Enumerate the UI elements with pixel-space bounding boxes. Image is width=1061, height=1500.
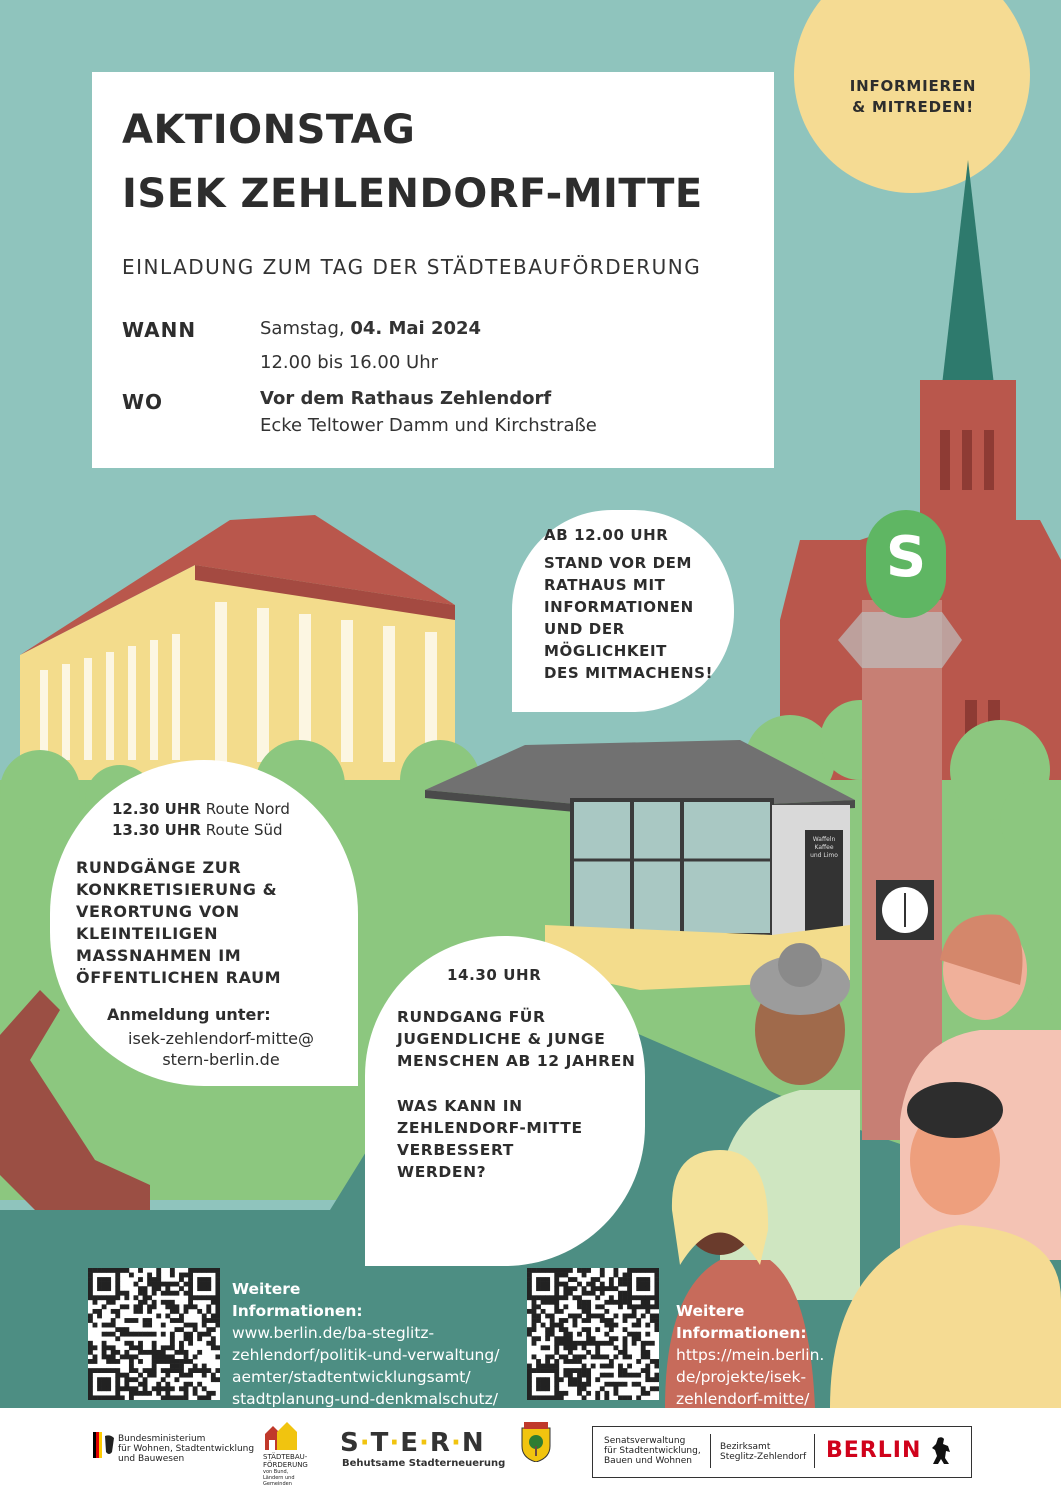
- route1-name: Route Nord: [200, 800, 290, 818]
- where-place: Vor dem Rathaus Zehlendorf: [260, 388, 552, 409]
- youth-description: [397, 1006, 635, 1072]
- footer-logos: [0, 1408, 1061, 1500]
- url-line: www.berlin.de/ba-steglitz-: [232, 1324, 435, 1342]
- when-prefix: Samstag,: [260, 318, 351, 339]
- stand-line: MÖGLICHKEIT: [544, 642, 667, 660]
- routes-line: KONKRETISIERUNG &: [76, 880, 278, 899]
- bmwsb-line: und Bauwesen: [118, 1454, 185, 1464]
- cafe-line3: und Limo: [810, 852, 838, 859]
- routes-description: [76, 857, 281, 989]
- bubble-stand-text: [544, 552, 713, 684]
- youth-question: [397, 1095, 583, 1183]
- stern-logo: S·T·E·R·N: [340, 1428, 485, 1458]
- page-title: [122, 106, 703, 218]
- stand-line: INFORMATIONEN: [544, 598, 694, 616]
- bezirk-line: Steglitz-Zehlendorf: [720, 1452, 807, 1462]
- stand-line: DES MITMACHENS!: [544, 664, 714, 682]
- route2-name: Route Süd: [200, 821, 283, 839]
- youth-line: MENSCHEN AB 12 JAHREN: [397, 1052, 636, 1070]
- youth-line: RUNDGANG FÜR: [397, 1008, 546, 1026]
- senat-line: Bauen und Wohnen: [604, 1456, 693, 1466]
- stern-letter: N: [461, 1428, 485, 1458]
- youth-time: 14.30 UHR: [447, 966, 542, 984]
- berlin-logo: BERLIN: [826, 1438, 922, 1463]
- route1-time: 12.30 UHR: [112, 800, 201, 818]
- title-line2: ISEK ZEHLENDORF-MITTE: [122, 171, 703, 217]
- url-line: zehlendorf-mitte/: [676, 1390, 810, 1408]
- qr-code-left[interactable]: [88, 1268, 220, 1400]
- info-left-heading1: Weitere: [232, 1280, 301, 1298]
- sun-badge-line2: & MITREDEN!: [852, 98, 974, 116]
- where-address: Ecke Teltower Damm und Kirchstraße: [260, 415, 597, 436]
- url-line: de/projekte/isek-: [676, 1368, 807, 1386]
- subtitle: EINLADUNG ZUM TAG DER STÄDTEBAUFÖRDERUNG: [122, 255, 702, 279]
- bmwsb-line: für Wohnen, Stadtentwicklung: [118, 1444, 255, 1454]
- header-card: [92, 72, 774, 468]
- info-right-url[interactable]: [676, 1344, 824, 1410]
- when-time: 12.00 bis 16.00 Uhr: [260, 352, 439, 373]
- berlin-bear-icon: [930, 1436, 952, 1466]
- routes-line: VERORTUNG VON: [76, 902, 240, 921]
- bezirk-logo: [720, 1442, 806, 1462]
- info-left-heading2: Informationen:: [232, 1302, 363, 1320]
- divider: [814, 1434, 815, 1468]
- stbf-line2: FÖRDERUNG: [263, 1461, 308, 1469]
- stern-letter: E: [400, 1428, 420, 1458]
- info-right: [676, 1300, 824, 1410]
- where-label: WO: [122, 390, 164, 414]
- route-sued: [112, 820, 283, 841]
- route-nord: [112, 799, 290, 820]
- stand-line: UND DER: [544, 620, 625, 638]
- when-label: WANN: [122, 318, 197, 342]
- when-date: 04. Mai 2024: [350, 318, 482, 339]
- url-line: https://mein.berlin.: [676, 1346, 825, 1364]
- info-left-url[interactable]: [232, 1322, 499, 1410]
- stern-letter: R: [429, 1428, 451, 1458]
- question-line: WERDEN?: [397, 1163, 487, 1181]
- register-label: Anmeldung unter:: [107, 1005, 271, 1024]
- youth-line: JUGENDLICHE & JUNGE: [397, 1030, 606, 1048]
- url-line: stadtplanung-und-denkmalschutz/: [232, 1390, 498, 1408]
- qr-code-right[interactable]: [527, 1268, 659, 1400]
- info-right-heading1: Weitere: [676, 1302, 745, 1320]
- divider: [710, 1434, 711, 1468]
- email-line1: isek-zehlendorf-mitte@: [128, 1029, 314, 1048]
- when-date-line: [260, 318, 481, 339]
- stand-line: RATHAUS MIT: [544, 576, 666, 594]
- stand-line: STAND VOR DEM: [544, 554, 693, 572]
- sbahn-sign: S: [885, 525, 927, 590]
- email-line2: stern-berlin.de: [162, 1050, 280, 1069]
- title-line1: AKTIONSTAG: [122, 107, 416, 153]
- staedtebau-logo: [263, 1453, 308, 1487]
- routes-line: RUNDGÄNGE ZUR: [76, 858, 242, 877]
- bmwsb-logo: [118, 1434, 254, 1464]
- route2-time: 13.30 UHR: [112, 821, 201, 839]
- federal-eagle-icon: [93, 1432, 115, 1458]
- stbf-small: von Bund, Ländern und Gemeinden: [263, 1469, 295, 1487]
- routes-line: MASSNAHMEN IM: [76, 946, 242, 965]
- info-right-heading2: Informationen:: [676, 1324, 807, 1342]
- url-line: zehlendorf/politik-und-verwaltung/: [232, 1346, 500, 1364]
- senat-logo: [604, 1436, 701, 1466]
- senat-line: für Stadtentwicklung,: [604, 1446, 701, 1456]
- staedtebau-house-icon: [263, 1420, 303, 1450]
- register-email[interactable]: [110, 1028, 332, 1070]
- question-line: VERBESSERT: [397, 1141, 514, 1159]
- cafe-sign: [806, 836, 842, 860]
- bezirk-line: Bezirksamt: [720, 1442, 771, 1452]
- cafe-line2: Kaffee: [814, 844, 834, 851]
- url-line: aemter/stadtentwicklungsamt/: [232, 1368, 471, 1386]
- routes-line: KLEINTEILIGEN: [76, 924, 219, 943]
- senat-line: Senatsverwaltung: [604, 1436, 686, 1446]
- sun-badge-line1: INFORMIEREN: [849, 77, 977, 95]
- sun-badge: [838, 76, 988, 118]
- stern-letter: T: [370, 1428, 390, 1458]
- stbf-line1: STÄDTEBAU-: [263, 1453, 308, 1461]
- stern-sub: Behutsame Stadterneuerung: [342, 1458, 506, 1469]
- question-line: WAS KANN IN: [397, 1097, 523, 1115]
- cafe-line1: Waffeln: [812, 836, 836, 843]
- info-left: [232, 1278, 499, 1410]
- routes-line: ÖFFENTLICHEN RAUM: [76, 968, 282, 987]
- bubble-stand-time: AB 12.00 UHR: [544, 526, 669, 544]
- stern-letter: S: [340, 1428, 360, 1458]
- question-line: ZEHLENDORF-MITTE: [397, 1119, 583, 1137]
- bmwsb-line: Bundesministerium: [118, 1434, 206, 1444]
- district-coat-of-arms-icon: [520, 1422, 552, 1462]
